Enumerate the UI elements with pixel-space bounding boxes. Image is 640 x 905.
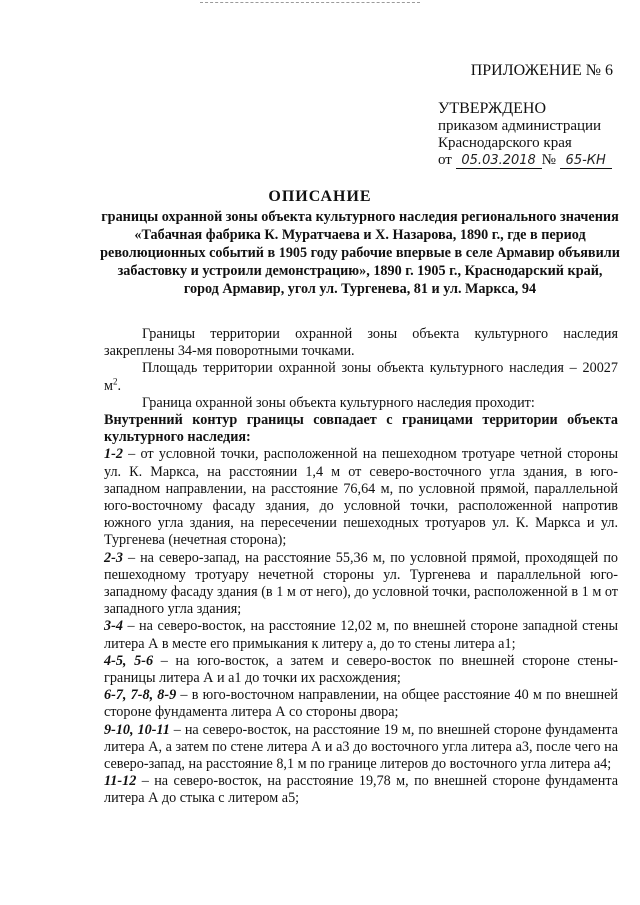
paragraph-border-passes: Граница охранной зоны объекта культурного наследия проходит: xyxy=(142,394,535,411)
date-number-line xyxy=(438,152,628,169)
segment-text: – от условной точки, расположенной на пешеходном тротуаре четной стороны ул. К. Маркса, на расстоянии 1,4 м от северо-восточного угла здания, в юго-западном направлении, на расстояние 76,64 м, по условной прямой, параллельной юго-восточному фасаду здания, до условной точки, расположенной напротив южного угла здания, на пересечении пешеходных тротуаров ул. К. Маркса и ул. Тургенева (нечетная сторона); xyxy=(104,446,618,549)
segment-label: 9-10, 10-11 xyxy=(104,721,170,738)
segment-label: 3-4 xyxy=(104,618,123,635)
handwritten-number: 65-КН xyxy=(560,154,612,169)
order-line-1: приказом администрации xyxy=(438,118,602,134)
segment-text: – на северо-восток, на расстояние 12,02 м, по внешней стороне западной стены литера А в месте его примыкания к литеру а, до то стены литера а1; xyxy=(104,618,618,652)
segment-paragraph xyxy=(104,722,618,774)
document-title: ОПИСАНИЕ xyxy=(268,188,372,205)
segment-label: 11-12 xyxy=(104,773,137,790)
handwritten-date: 05.03.2018 xyxy=(456,154,542,169)
appendix-label: ПРИЛОЖЕНИЕ № 6 xyxy=(470,62,613,79)
segment-text: – на юго-восток, а затем и северо-восток по внешней стороне стены-границы литера А и а1 до точки их расхождения; xyxy=(104,652,618,687)
segment-text: – в юго-восточном направлении, на общее расстояние 40 м по внешней стороне фундамента литера А со стороны двора; xyxy=(104,687,618,721)
segment-label: 6-7, 7-8, 8-9 xyxy=(104,687,177,704)
paragraph-points: Границы территории охранной зоны объекта культурного наследия закреплены 34-мя поворотными точками. xyxy=(104,326,618,360)
area-text: Площадь территории охранной зоны объекта культурного наследия – 20027 м xyxy=(104,360,618,394)
segment-text: – на северо-запад, на расстояние 55,36 м, по условной прямой, проходящей по пешеходному тротуару нечетной стороны ул. Тургенева и параллельной юго-западному фасаду здания (в 1 м от него), до условной точки, расположенной в 1 м от западного угла здания; xyxy=(104,549,618,618)
segment-paragraph xyxy=(104,550,618,619)
document-subtitle: границы охранной зоны объекта культурного наследия регионального значения «Табачная фабрика К. Муратчаева и Х. Назарова, 1890 г., где в период революционных событий в 1905 году рабочие впервые в селе Армавир объявили забастовку и устроили демонстрацию», 1890 г. 1905 г., Краснодарский край, город Армавир, угол ул. Тургенева, 81 и ул. Маркса, 94 xyxy=(100,209,620,297)
approved-label: УТВЕРЖДЕНО xyxy=(438,100,547,117)
segment-paragraph xyxy=(104,446,618,549)
segment-paragraph xyxy=(104,773,618,807)
number-prefix: № xyxy=(541,152,556,168)
segment-paragraph xyxy=(104,687,618,721)
segment-label: 2-3 xyxy=(104,549,123,566)
segment-text: – на северо-восток, на расстояние 19,78 м, по внешней стороне фундамента литера А до стыка с литером а5; xyxy=(104,773,618,807)
approval-block xyxy=(438,100,628,169)
paragraph-inner-contour: Внутренний контур границы совпадает с границами территории объекта культурного наследия: xyxy=(104,412,618,446)
area-unit-superscript: 2 xyxy=(112,375,118,386)
date-prefix: от xyxy=(438,152,452,168)
segment-label: 4-5, 5-6 xyxy=(104,652,154,669)
segment-paragraph xyxy=(104,653,618,687)
scan-edge-line xyxy=(200,2,420,3)
order-line-2: Краснодарского края xyxy=(438,135,572,151)
segment-text: – на северо-восток, на расстояние 19 м, по внешней стороне фундамента литера А, а затем по стене литера А и а3 до восточного угла литера а3, после чего на северо-запад, на расстояние 8,1 м по границе литеров до восточного угла литера а4; xyxy=(104,721,618,773)
area-end: . xyxy=(117,377,122,394)
segment-label: 1-2 xyxy=(104,446,123,463)
segment-paragraph xyxy=(104,618,618,652)
document-body xyxy=(104,326,618,808)
paragraph-area xyxy=(104,360,618,394)
